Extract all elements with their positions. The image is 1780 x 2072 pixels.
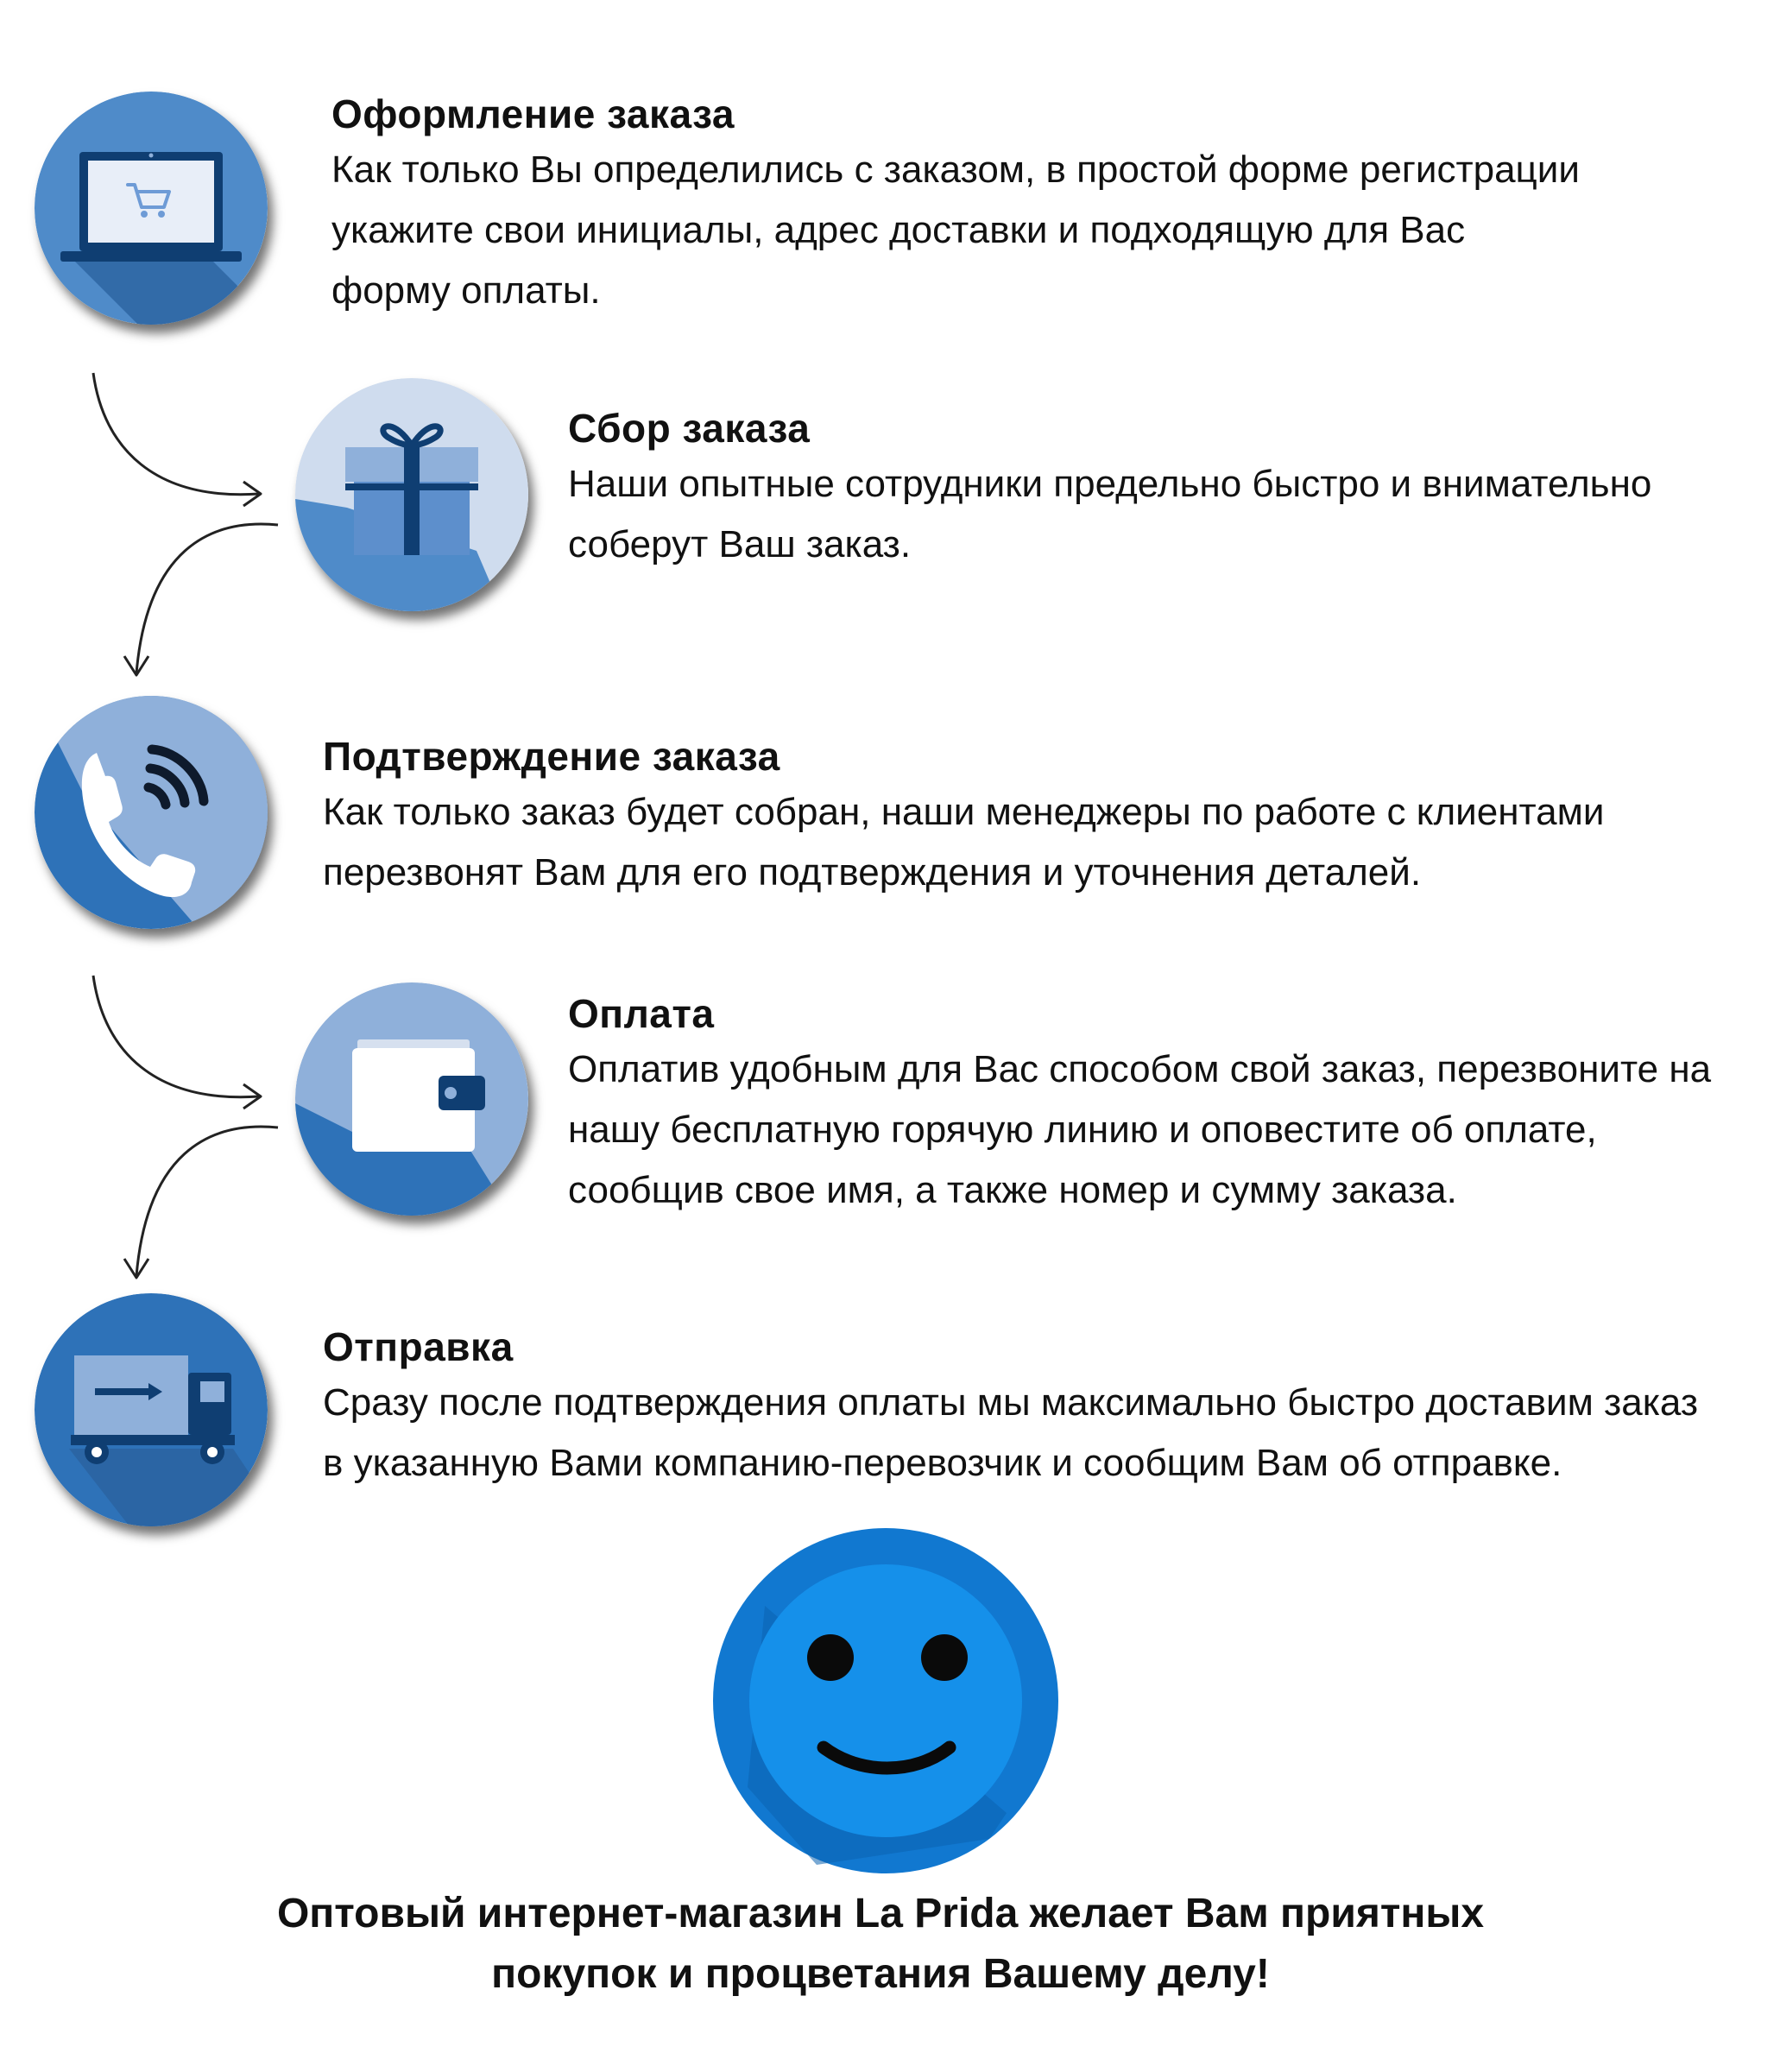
gift-box-icon xyxy=(295,378,528,611)
smiley-right-eye xyxy=(921,1634,968,1681)
step-1-text xyxy=(331,88,1583,321)
phone-call-icon xyxy=(35,696,268,929)
step-5-icon xyxy=(35,1293,268,1526)
laptop-cart-icon xyxy=(35,92,268,325)
step-3-description: Как только заказ будет собран, наши менеджеры по работе с клиентами перезвонят Вам для его подтверждения и уточнения деталей. xyxy=(323,791,1605,894)
step-5-text xyxy=(323,1321,1713,1494)
step-2-title: Сбор заказа xyxy=(568,406,811,451)
step-5-title: Отправка xyxy=(323,1324,514,1369)
step-5-description: Сразу после подтверждения оплаты мы максимально быстро доставим заказ в указанную Вами компанию-перевозчик и сообщим Вам об отправке. xyxy=(323,1381,1699,1484)
step-4-icon xyxy=(295,982,528,1216)
step-2-text xyxy=(568,402,1742,575)
smiley-face-icon xyxy=(713,1528,1058,1873)
step-2-description: Наши опытные сотрудники предельно быстро и внимательно соберут Ваш заказ. xyxy=(568,463,1652,565)
delivery-truck-icon xyxy=(35,1293,268,1526)
step-3-icon xyxy=(35,696,268,929)
step-1-title: Оформление заказа xyxy=(331,92,735,136)
wallet-icon xyxy=(295,982,528,1216)
smiley-left-eye xyxy=(807,1634,854,1681)
step-3-title: Подтверждение заказа xyxy=(323,734,780,779)
closing-message: Оптовый интернет-магазин La Prida желает Вам приятных покупок и процветания Вашему делу! xyxy=(276,1891,1485,1997)
step-4-title: Оплата xyxy=(568,991,715,1036)
step-4-description: Оплатив удобным для Вас способом свой заказ, перезвоните на нашу бесплатную горячую линию и оповестите об оплате, сообщив свое имя, а также номер и сумму заказа. xyxy=(568,1048,1712,1211)
step-1-icon xyxy=(35,92,268,325)
step-1-description: Как только Вы определились с заказом, в простой форме регистрации укажите свои инициалы, адрес доставки и подходящую для Вас форму оплаты. xyxy=(331,148,1580,312)
step-3-text xyxy=(323,730,1618,903)
step-2-icon xyxy=(295,378,528,611)
flow-arrow-1 xyxy=(78,371,285,682)
flow-arrow-2 xyxy=(78,974,285,1285)
step-4-text xyxy=(568,988,1751,1221)
